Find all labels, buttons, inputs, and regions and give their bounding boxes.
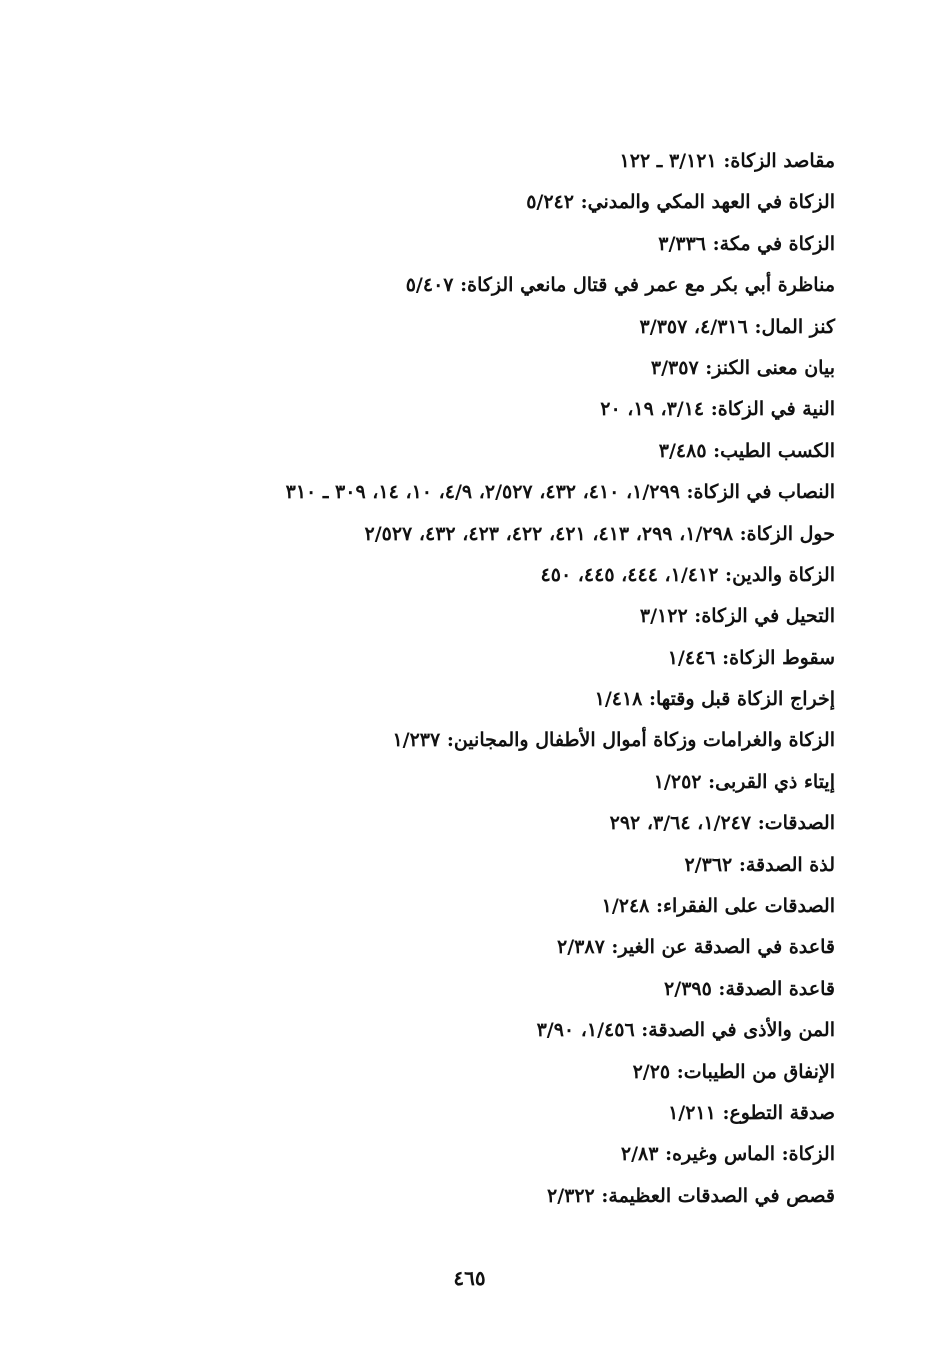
- entry-term: النصاب في الزكاة :: [680, 481, 835, 503]
- entry-term: التحيل في الزكاة :: [688, 605, 835, 627]
- entry-term: الزكاة: الماس وغيره :: [658, 1143, 835, 1165]
- entry-references: ١/٢٣٧: [392, 729, 441, 752]
- index-entry: [40, 720, 835, 761]
- index-entry: [40, 514, 835, 555]
- entry-references: ١/٢٩٩، ٤١٠، ٤٣٢، ٢/٥٢٧، ٤/٩، ١٠، ١٤، ٣٠٩ ـ ٣١٠: [285, 481, 680, 504]
- entry-term: قصص في الصدقات العظيمة :: [595, 1185, 835, 1207]
- entry-references: ٣/٣٥٧: [650, 356, 699, 379]
- index-entry: [40, 224, 835, 265]
- entry-references: ١/٤١٨: [594, 688, 643, 711]
- entry-term: كنز المال :: [748, 316, 835, 338]
- entry-references: ١/٢٩٨، ٢٩٩، ٤١٣، ٤٢١، ٤٢٢، ٤٢٣، ٤٣٢، ٢/٥٢٧: [364, 522, 734, 545]
- entry-term: الصدقات على الفقراء :: [649, 895, 835, 917]
- entry-term: قاعدة في الصدقة عن الغير :: [605, 936, 835, 958]
- entry-references: ٢/٣٢٢: [546, 1184, 595, 1207]
- entry-term: قاعدة الصدقة :: [712, 978, 835, 1000]
- entry-references: ٢/٣٩٥: [664, 977, 712, 1000]
- index-entry: [40, 803, 835, 844]
- entry-references: ٣/١٢٢: [639, 605, 688, 628]
- index-entry: [40, 927, 835, 968]
- index-entry: [40, 307, 835, 348]
- entry-references: ٢/٨٣: [620, 1143, 659, 1166]
- index-entry: [40, 1052, 835, 1093]
- index-entry: [40, 638, 835, 679]
- entry-term: الزكاة والغرامات وزكاة أموال الأطفال والمجانين :: [440, 729, 835, 751]
- index-entry: [40, 555, 835, 596]
- index-entry: [40, 348, 835, 389]
- index-entry: [40, 969, 835, 1010]
- index-entry: [40, 141, 835, 182]
- entry-term: النية في الزكاة :: [704, 398, 835, 420]
- entry-references: ٢/٢٥: [632, 1060, 671, 1083]
- index-entry: [40, 679, 835, 720]
- entry-term: بيان معنى الكنز :: [699, 357, 835, 379]
- entry-term: الإنفاق من الطيبات :: [670, 1061, 835, 1083]
- entry-references: ٢/٣٨٧: [557, 936, 605, 959]
- index-entry: [40, 845, 835, 886]
- index-entry: [40, 431, 835, 472]
- entry-references: ١/٢٥٢: [653, 770, 702, 793]
- entry-references: ٥/٤٠٧: [405, 274, 454, 297]
- entry-term: الزكاة والدين :: [718, 564, 835, 586]
- index-entry: [40, 265, 835, 306]
- entry-references: ١/٢٤٧، ٣/٦٤، ٢٩٢: [609, 812, 752, 835]
- entry-references: ٢/٣٦٢: [684, 853, 733, 876]
- entry-term: الزكاة في مكة :: [706, 233, 835, 255]
- index-entry: [40, 472, 835, 513]
- entry-term: الزكاة في العهد المكي والمدني :: [574, 191, 835, 213]
- entry-references: ٣/١٤، ١٩، ٢٠: [600, 398, 705, 421]
- entry-references: ١/٤١٢، ٤٤٤، ٤٤٥، ٤٥٠: [540, 563, 719, 586]
- entry-term: سقوط الزكاة :: [715, 647, 835, 669]
- index-entry: [40, 1010, 835, 1051]
- entry-term: المن والأذى في الصدقة :: [635, 1019, 835, 1041]
- index-entry: [40, 182, 835, 223]
- entry-references: ٥/٢٤٢: [526, 191, 574, 214]
- index-entry: [40, 1093, 835, 1134]
- entry-references: ٣/٤٨٥: [658, 439, 707, 462]
- entry-term: الصدقات :: [751, 812, 835, 834]
- entry-references: ١/٤٥٦، ٣/٩٠: [536, 1019, 635, 1042]
- index-entry: [40, 886, 835, 927]
- index-entry: [40, 762, 835, 803]
- entry-references: ١/٢٤٨: [601, 895, 650, 918]
- page-number: ٤٦٥: [453, 1266, 486, 1290]
- entry-references: ٤/٣١٦، ٣/٣٥٧: [639, 315, 748, 338]
- entry-term: إيتاء ذي القربى :: [701, 771, 835, 793]
- index-entry: [40, 1134, 835, 1175]
- entry-references: ١/٢١١: [668, 1101, 716, 1124]
- index-entry: [40, 1176, 835, 1217]
- entry-term: الكسب الطيب :: [707, 440, 835, 462]
- entry-references: ١/٤٤٦: [667, 646, 716, 669]
- entry-term: صدقة التطوع :: [716, 1102, 835, 1124]
- entry-term: مناظرة أبي بكر مع عمر في قتال مانعي الزكاة :: [453, 274, 835, 296]
- entry-term: حول الزكاة :: [733, 523, 835, 545]
- entry-term: لذة الصدقة :: [732, 854, 835, 876]
- entry-references: ٣/١٢١ ـ ١٢٢: [619, 150, 717, 172]
- entry-references: ٣/٣٣٦: [658, 232, 706, 255]
- entry-term: إخراج الزكاة قبل وقتها :: [642, 688, 835, 710]
- index-entry: [40, 596, 835, 637]
- index-entry: [40, 389, 835, 430]
- entry-term: مقاصد الزكاة :: [717, 150, 835, 172]
- subject-index-list: [40, 141, 835, 1217]
